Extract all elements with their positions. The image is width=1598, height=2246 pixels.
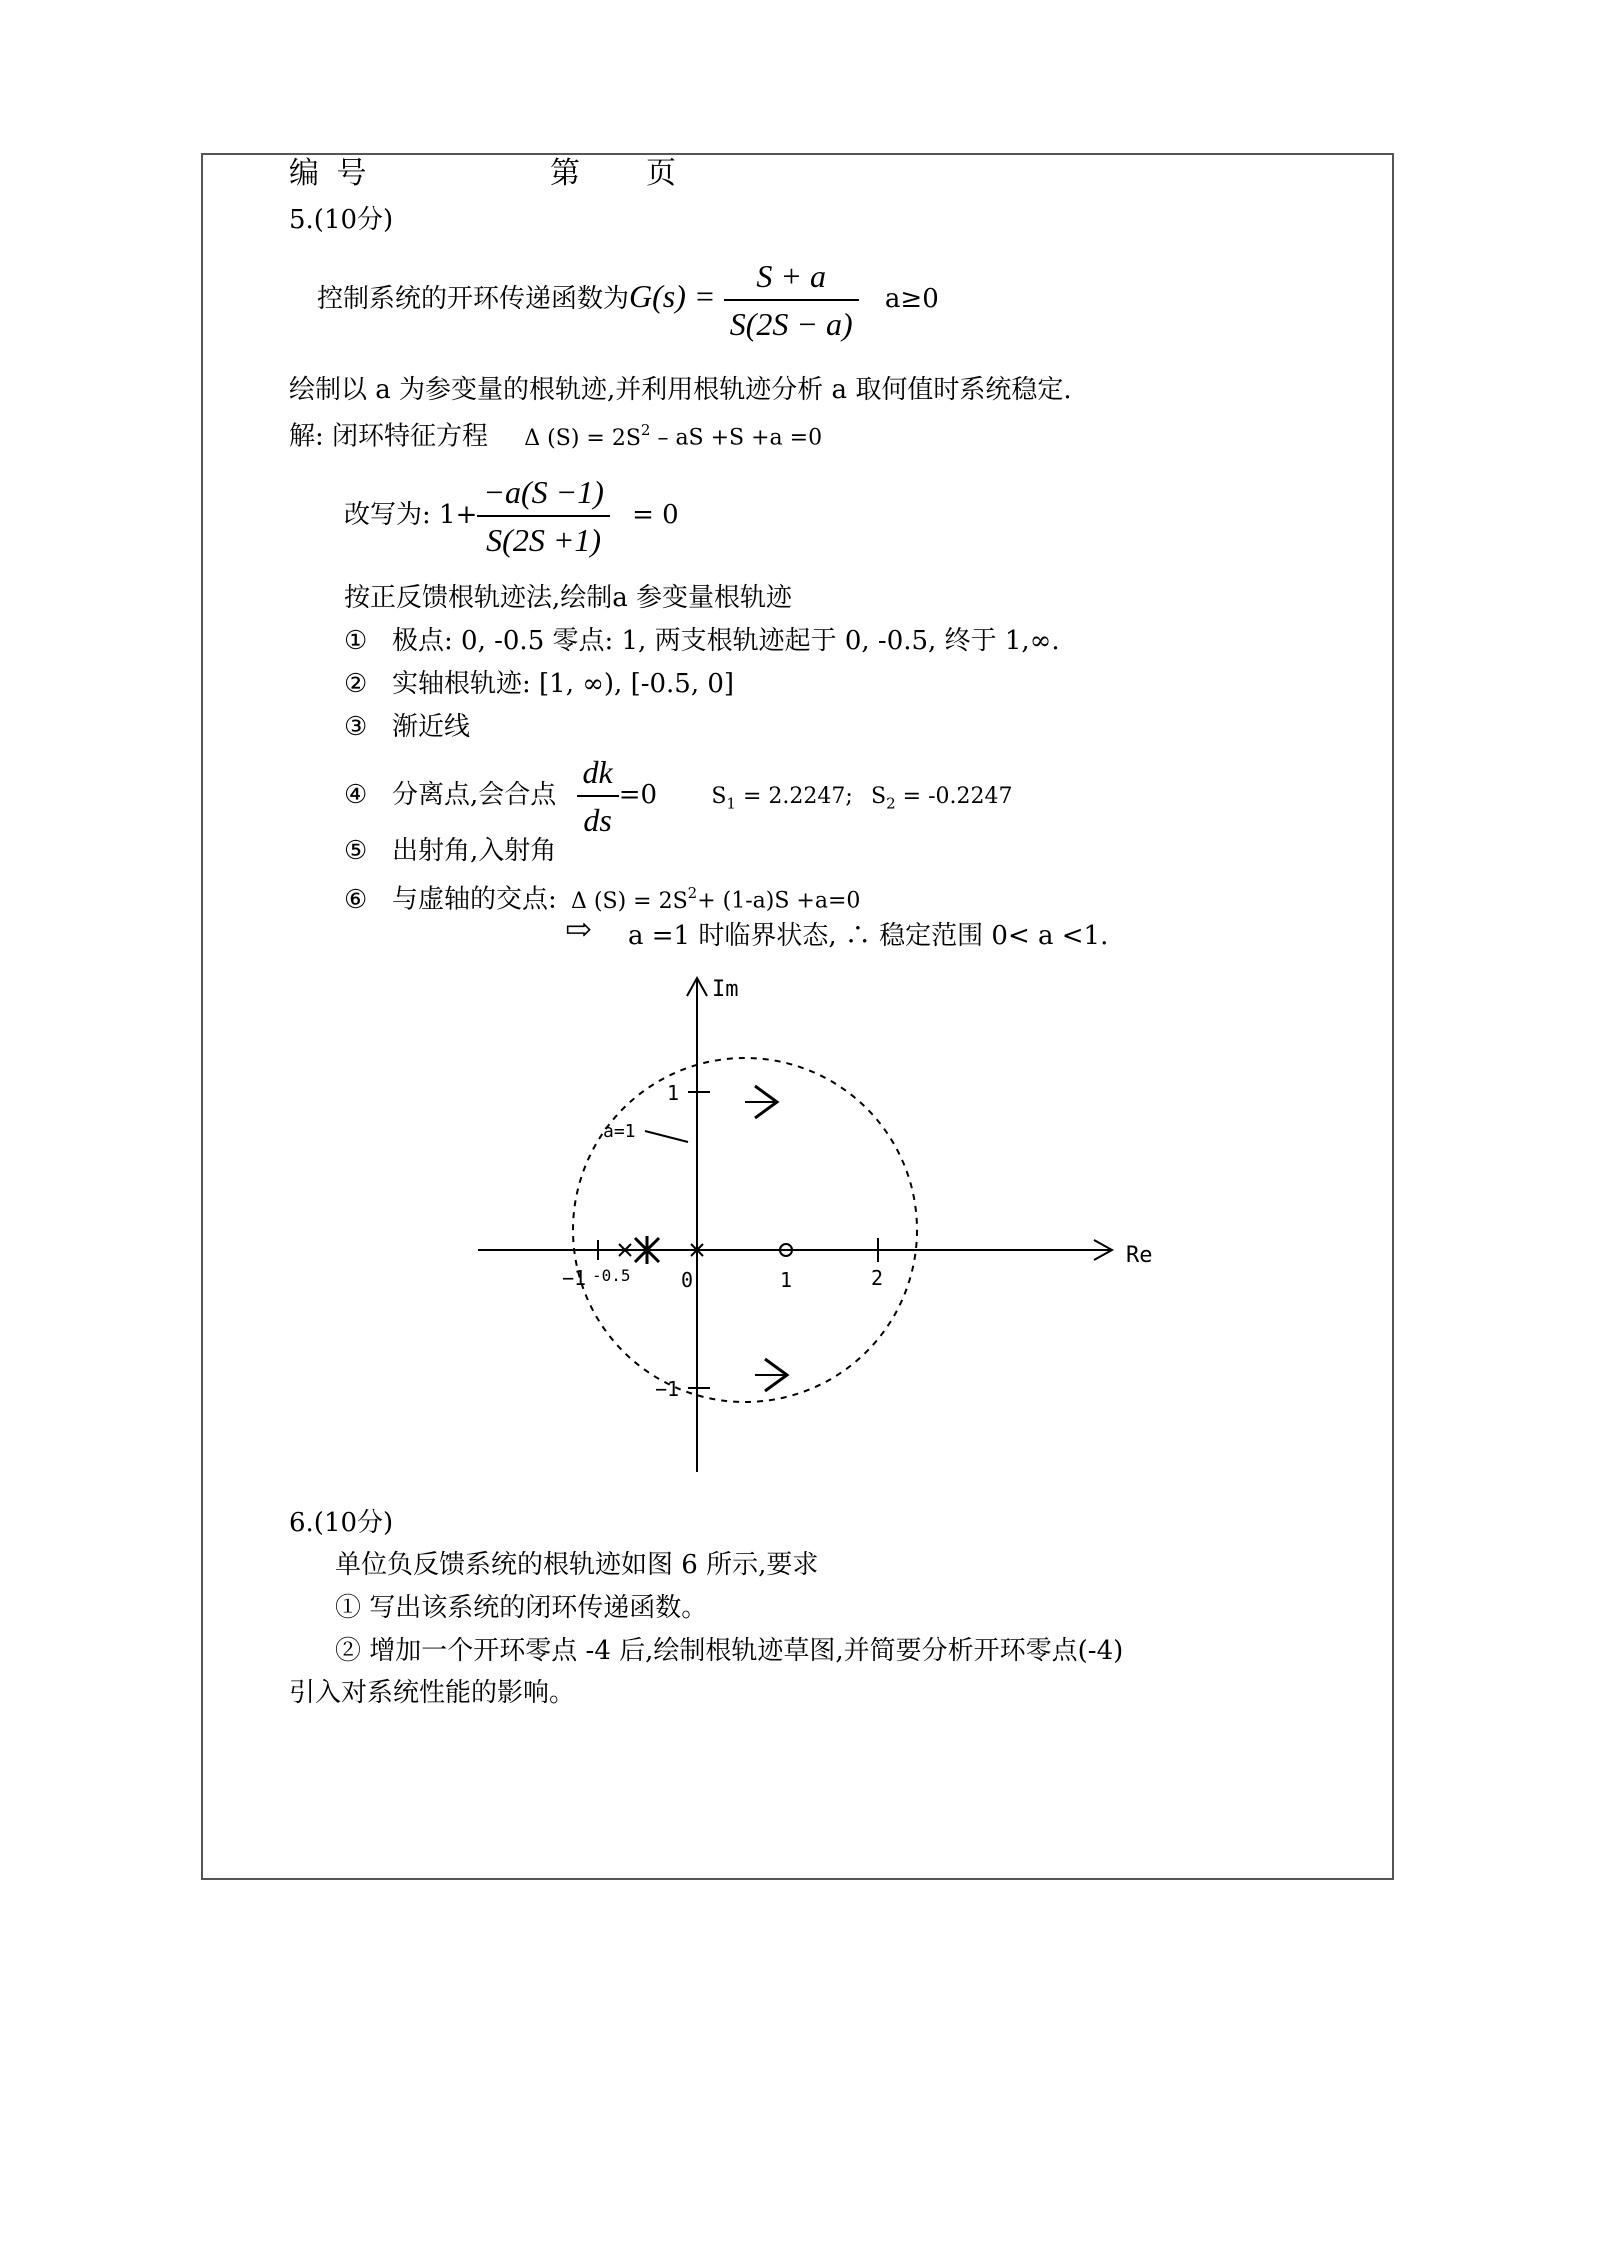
step-4-mark: ④: [344, 780, 368, 810]
step-3-text: 渐近线: [392, 712, 471, 742]
step-1-mark: ①: [344, 626, 368, 656]
q5-condition: a≥0: [884, 284, 939, 314]
q6-line-2: ① 写出该系统的闭环传递函数。: [335, 1593, 708, 1623]
rewrite-fraction: [477, 472, 610, 560]
s1-subscript: 1: [726, 794, 736, 813]
q5-statement: [317, 256, 939, 344]
s1-value: = 2.2247;: [742, 784, 853, 809]
q5-step-4: [344, 752, 1013, 840]
q6-title: 6.(10分): [289, 1508, 394, 1538]
step-2-text: 实轴根轨迹: [1, ∞), [-0.5, 0]: [392, 669, 735, 699]
s2-value: = -0.2247: [902, 784, 1013, 809]
q6-line-3: ② 增加一个开环零点 -4 后,绘制根轨迹草图,并简要分析开环零点(-4): [335, 1636, 1124, 1666]
q6-line-4: 引入对系统性能的影响。: [289, 1678, 576, 1708]
char-eq-b: – aS +S +a =0: [650, 425, 823, 451]
q5-statement-lhs: G(s) =: [629, 278, 716, 314]
q5-step-1: [344, 625, 1060, 657]
step-4-tail: =0: [618, 780, 658, 810]
axis-re-label: Re: [1126, 1243, 1153, 1268]
rewrite-numerator: −a(S −1): [477, 472, 610, 517]
q5-step-3: [344, 711, 470, 743]
char-eq-a: Δ (S) = 2S: [524, 425, 641, 451]
tick-label-y-1: 1: [667, 1081, 680, 1105]
q5-step-6: [344, 877, 860, 918]
step-4-label: 分离点,会合点: [392, 780, 557, 810]
rewrite-tail: = 0: [632, 500, 679, 530]
locus-circle: [573, 1058, 917, 1402]
tick-label-1: 1: [780, 1268, 793, 1292]
step-4-derivative-denominator: ds: [583, 802, 612, 838]
q5-transfer-denominator: S(2S − a): [729, 306, 853, 342]
tick-label-0: 0: [681, 1268, 694, 1292]
rewrite-denominator: S(2S +1): [486, 522, 602, 558]
step-6-eq-sup: 2: [687, 884, 698, 902]
tick-label-minus-half: -0.5: [592, 1266, 631, 1285]
q5-task: 绘制以 a 为参变量的根轨迹,并利用根轨迹分析 a 取何值时系统稳定.: [289, 375, 1072, 405]
q5-transfer-fraction: [724, 256, 859, 344]
annotation-a-equals-1: a=1: [603, 1121, 636, 1142]
tick-label-y-minus1: −1: [655, 1377, 680, 1401]
q5-statement-prefix: 控制系统的开环传递函数为: [317, 284, 630, 314]
step-6-eq-a: Δ (S) = 2S: [571, 888, 688, 914]
step-6-label: 与虚轴的交点:: [392, 884, 557, 915]
q6-line-1: 单位负反馈系统的根轨迹如图 6 所示,要求: [335, 1550, 819, 1580]
annotation-leader: [645, 1131, 688, 1142]
q5-step-2: [344, 668, 734, 700]
step-4-derivative: [577, 752, 619, 840]
s2-subscript: 2: [886, 794, 896, 813]
q5-title: 5.(10分): [289, 205, 394, 235]
header-page-label-1: 第: [550, 156, 584, 191]
q5-step-5: [344, 835, 556, 867]
q5-method: 按正反馈根轨迹法,绘制a 参变量根轨迹: [344, 583, 793, 613]
q5-transfer-numerator: S + a: [724, 256, 859, 301]
step-1-text: 极点: 0, -0.5 零点: 1, 两支根轨迹起于 0, -0.5, 终于 1,∞.: [392, 626, 1060, 656]
step-5-text: 出射角,入射角: [392, 836, 557, 866]
header-number-label: 编 号: [289, 156, 371, 191]
step-6-mark: ⑥: [344, 884, 368, 915]
q5-conclusion: a =1 时临界状态, ∴ 稳定范围 0< a <1.: [628, 921, 1109, 951]
root-locus-figure: [460, 960, 1180, 1480]
q5-rewrite: [344, 472, 679, 560]
implies-arrow: ⇨: [565, 910, 592, 948]
char-eq-sup: 2: [640, 421, 651, 439]
rewrite-label: 改写为: 1+: [344, 500, 478, 530]
step-6-eq-b: + (1-a)S +a=0: [697, 888, 861, 914]
header-page-label-2: 页: [646, 156, 680, 191]
tick-label-minus1: −1: [562, 1266, 587, 1290]
s1-symbol: S: [711, 784, 727, 809]
step-4-s2: [871, 784, 1013, 813]
step-4-s1: [711, 784, 853, 813]
step-4-derivative-numerator: dk: [577, 752, 619, 797]
step-3-mark: ③: [344, 712, 368, 742]
char-eq-label: 解: 闭环特征方程: [289, 421, 489, 452]
step-5-mark: ⑤: [344, 836, 368, 866]
step-2-mark: ②: [344, 669, 368, 699]
q5-characteristic-equation: [289, 414, 822, 455]
axis-im-label: Im: [712, 977, 739, 1002]
tick-label-2: 2: [871, 1266, 884, 1290]
s2-symbol: S: [871, 784, 887, 809]
